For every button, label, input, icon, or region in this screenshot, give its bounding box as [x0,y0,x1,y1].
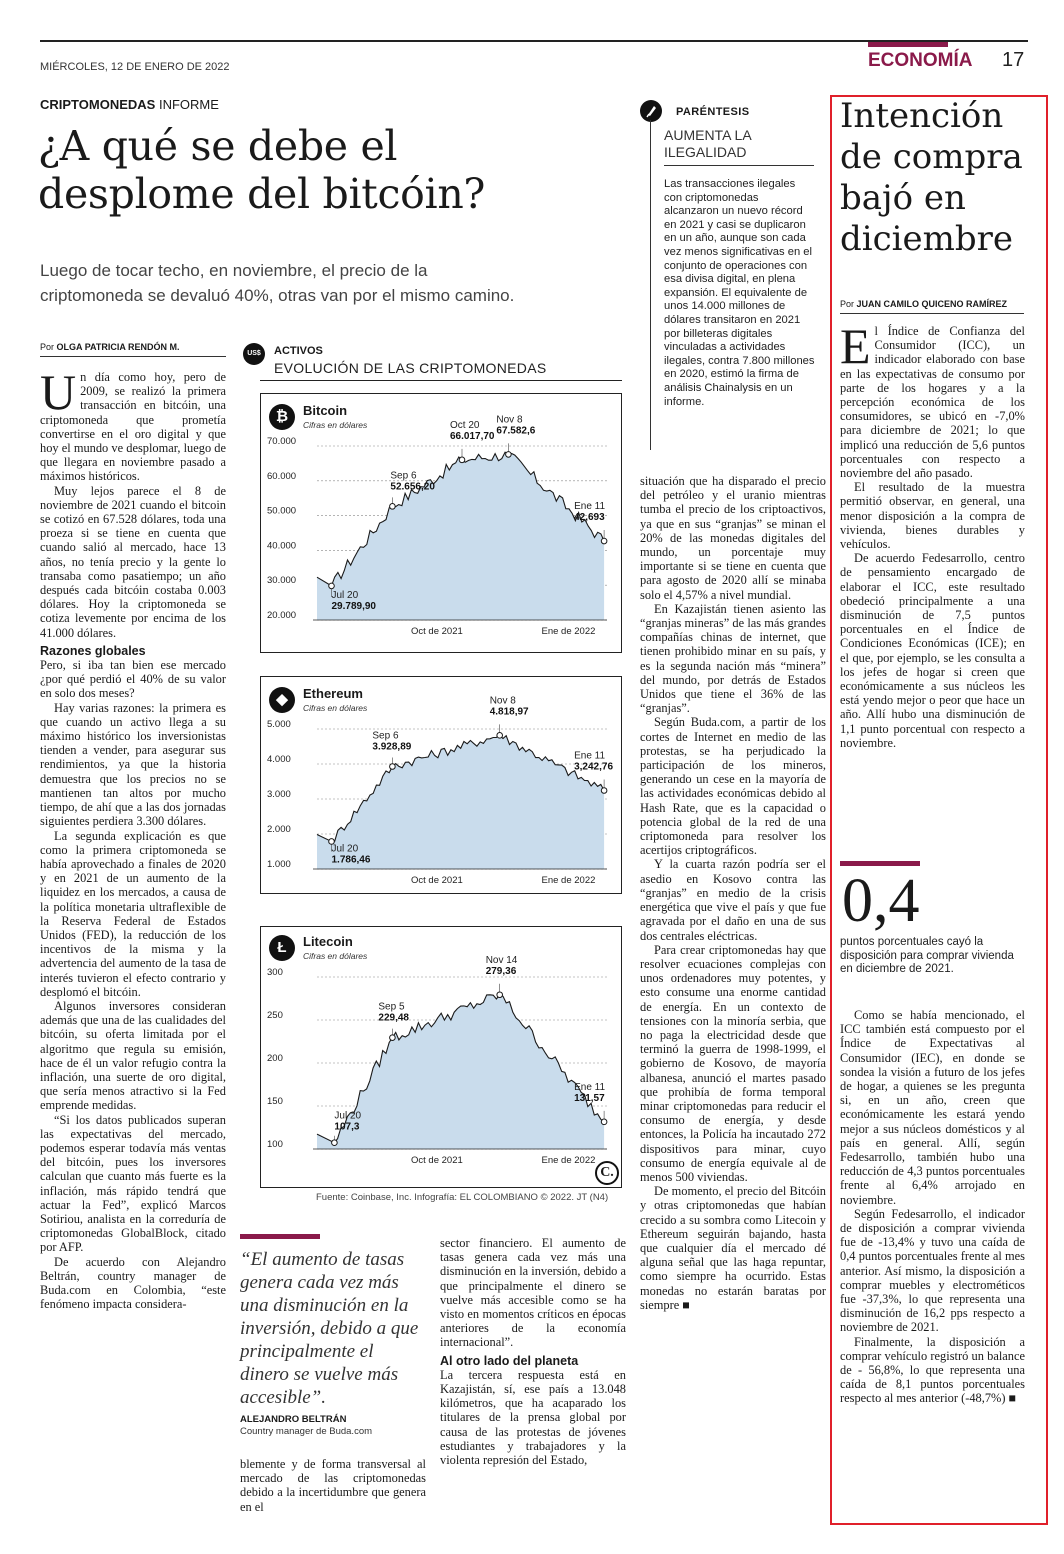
paragraph: El resultado de la muestra permitió observar, en general, una menor disposición a la compra de vivienda, bienes durables y vehículos. [840,480,1025,552]
dropcap: U [40,370,77,420]
paragraph: En Kazajistán tienen asiento las “granjas mineras” de las más grandes compañías chinas de internet, que tienen prohibido minar en su país, y es la segunda nación más “minera” del mundo, por detrás de Estados Unidos que tiene el 36% de las “granjas”. [640,601,826,716]
y-tick-label: 200 [267,1053,283,1064]
parentesis-title-line: AUMENTA LA [664,127,752,143]
series-area [317,995,604,1149]
pull-quote: “El aumento de tasas genera cada vez más una disminución en la inversión, debido a que principalmente el dinero se vuelve más accesible”. [240,1249,419,1408]
sidebar-byline-rule [840,313,1024,314]
data-point [332,1140,338,1146]
y-tick-label: 1.000 [267,859,291,870]
infographic-label: ACTIVOS [274,345,323,357]
sidebar-title-line: diciembre [840,219,1014,259]
paragraph: De acuerdo con Alejandro Beltrán, country manager de Buda.com en Colombia, “este fenómeno impacta considera- [40,1254,226,1312]
x-tick-label: Ene de 2022 [541,1155,596,1166]
annotation-date: Nov 14 [485,954,518,966]
quote-role: Country manager de Buda.com [240,1426,373,1437]
parentesis-title-line: ILEGALIDAD [664,144,747,160]
paragraph: De acuerdo Fedesarrollo, centro de pensamiento encargado de elaborar el ICC, este resultado obedeció principalmente a una disminución de 7,5 puntos porcentuales en el Índice de Condiciones Económicas (ICE); en el que, por ejemplo, se les consulta a los jefes de hogar si creen que económicamente a sus núcleos les está yendo mejor o peor que hace un año. Allí hubo una disminución de 1,1 punto porcentual con respecto a noviembre. [840,551,1025,750]
x-tick-label: Oct de 2021 [411,626,463,637]
paragraph: La segunda explicación es que como la primera criptomoneda se había aprovechado a finales de 2020 y en 2021 de un aumento de la liquidez en los mercados, a causa de la política monetaria ultraflexible de la Reserva Federal de Estados Unidos (FED), la reducción de los incentivos de la misma y la advertencia del aumento de la tasa de interés tuvieron el efecto contrario y desplomó el bitcóin. [40,828,226,999]
sidebar-text-top [840,318,1025,750]
annotation-date: Ene 11 [574,501,606,513]
y-tick-label: 250 [267,1010,283,1021]
issue-date: MIÉRCOLES, 12 DE ENERO DE 2022 [40,61,230,73]
section-accent [868,42,948,47]
annotation-date: Ene 11 [574,750,606,762]
y-tick-label: 100 [267,1139,283,1150]
annotation-date: Nov 8 [489,695,516,707]
paragraph: situación que ha disparado el precio del petróleo y el uranio mientras tumba el precio de los criptoactivos, ya que en sus “granjas” se minan el 20% de las monedas digitales del mundo, un porcentaje muy importante si se tiene en cuenta que para agosto de 2020 allí se minaba solo el 4,57% a nivel mundial. [640,474,826,602]
annotation-date: Sep 6 [390,470,417,482]
paragraph: De momento, el precio del Bitcóin y otras criptomonedas que habían crecido a su sombra como Litecoin y Ethereum seguirán bajando, hasta que cualquier día el mercado dé alguna señal que las haga repuntar, como siempre ha ocurrido. Estas monedas no estarán baratas por siempre ■ [640,1184,826,1312]
stat-description: puntos porcentuales cayó la disposición para comprar vivienda en diciembre de 2021. [840,936,1014,975]
annotation-value: 131,57 [574,1092,605,1104]
paragraph: Según Buda.com, a partir de los cortes de Internet en medio de las protestas, se ha perjudicado la participación de los mineros, generando un cese en la mayoría de las actividades económicas debido al Hash Rate, que es la capacidad o potencia global de la red de una criptomoneda para resolver los acertijos criptográficos. [640,715,826,858]
data-point [506,452,512,458]
data-point [497,733,503,739]
article-column-3-bottom [440,1236,626,1467]
byline-rule [40,356,226,357]
data-point [390,1035,396,1041]
subtitle [40,258,514,308]
sidebar-byline [840,299,1007,309]
annotation-date: Nov 8 [496,414,523,426]
byline-prefix: Por [40,342,55,352]
pin-icon [640,100,662,122]
annotation-date: Jul 20 [334,1110,362,1122]
paragraph: l Índice de Confianza del Consumidor (ICC), un indicador elaborado con base en las expectativas de consumo por parte de los hogares y a la percepción económica de los consumidores, se ubicó en -7,0% para diciembre de 2021; lo que implicó una reducción de 5,6 puntos porcentuales con respecto a noviembre del año pasado. [840,324,1025,481]
annotation-value: 4.818,97 [489,706,529,718]
page-number: 17 [1002,49,1025,71]
x-tick-label: Ene de 2022 [541,626,596,637]
data-point [459,457,465,463]
x-tick-label: Ene de 2022 [541,875,596,886]
y-tick-label: 60.000 [267,470,297,482]
infographic-title: EVOLUCIÓN DE LAS CRIPTOMONEDAS [274,360,547,376]
chart-title: Ethereum [303,686,363,701]
paragraph: Y la cuarta razón podría ser el asedio en Kosovo contra las “granjas” en medio de la crisis energética que vive el país y que fue agravada por el daño en una de sus dos centrales eléctricas. [640,857,826,943]
data-point [601,1119,607,1125]
ethereum-chart [260,676,622,894]
paragraph: La tercera respuesta está en Kazajistán, sí, ese país a 13.048 kilómetros, que ha acaparado los titulares de la prensa global por causa de las protestas de jóvenes estudiantes y trabajadores y la violenta represión del Estado, [440,1367,626,1468]
quote-author: ALEJANDRO BELTRÁN [240,1414,347,1425]
paragraph: Muy lejos parece el 8 de noviembre de 2021 cuando el bitcoin se cotizó en 67.528 dólares, toda una proeza si se tiene en cuenta que cuando salió al mercado, hace 13 años, no tenía precio y la gente lo transaba como pasatiempo; un año después cada bitcóin costaba 0.003 dólares. Hoy la criptomoneda se cotiza levemente por encima de los 41.000 dólares. [40,483,226,640]
data-point [390,764,396,770]
paragraph: sector financiero. El aumento de tasas genera cada vez más una disminución en la inversión, debido a que principalmente el dinero se vuelve más accesible como se ha visto en momentos críticos en épocas anteriores de la economía internacional”. [440,1236,626,1350]
stat-value: 0,4 [842,867,920,935]
bitcoin-coin-icon: ₿ [269,404,295,430]
annotation-value: 66.017,70 [450,430,495,442]
paragraph: “Si los datos publicados superan las expectativas del mercado, podemos esperar todavía más ventas del bitcóin, pues los inversores calculan que cuanto más fuerte es la inflación, más rápido tendrá que actuar la Fed”, explicó Marcos Sotiriou, analista en la correduría de criptomonedas GlobalBlock, citado por AFP. [40,1112,226,1255]
sidebar-title-line: de compra [840,137,1023,177]
headline-line-2: desplome del bitcóin? [38,170,486,218]
byline [40,342,180,352]
y-tick-label: 30.000 [267,575,297,587]
subheading: Razones globales [40,643,146,658]
y-tick-label: 2.000 [267,824,291,835]
y-tick-label: 50.000 [267,505,297,517]
ethereum-coin-icon: ◆ [269,687,295,713]
paragraph: Hay varias razones: la primera es que cuando un activo llega a su máximo histórico los inversionistas tienden a vender, para asegurar sus rendimientos, ya que la historia demuestra que los precios no se mantienen tan altos por mucho tiempo, de ahí que a las dos jornadas siguientes perdiera 3.300 dólares. [40,700,226,829]
paragraph: Pero, si iba tan bien ese mercado ¿por qué perdió el 40% de su valor en solo dos meses? [40,658,226,701]
y-tick-label: 40.000 [267,540,297,552]
annotation-date: Sep 5 [378,1001,405,1013]
litecoin-coin-icon: Ł [269,935,295,961]
data-point [601,788,607,794]
paragraph: Algunos inversores consideran además que una de las cualidades del bitcóin, su oferta limitada por el algoritmo que regula su emisión, hace de él un valor refugio contra la inflación, una suerte de oro digital, que sería menos atractivo si la Fed emprende medidas. [40,998,226,1113]
parentesis-title [664,127,752,161]
litecoin-plot [261,927,621,1187]
annotation-value: 3.928,89 [372,741,412,753]
annotation-value: 67.582,6 [496,425,536,437]
parentesis-body: Las transacciones ilegales con criptomonedas alcanzaron un nuevo récord en 2021 y casi se duplicaron en un año, aunque son cada vez menos significativas en el conjunto de operaciones con esa divisa digital, en plena expansión. El equivalente de unos 14.000 millones de dólares transitaron en 2021 por billeteras digitales vinculadas a actividades ilegales, contra 7.800 millones en 2020, estimó la firma de análisis Chainalysis en un informe. [664,178,815,408]
y-tick-label: 20.000 [267,610,297,621]
parentesis-rule [664,165,814,166]
headline [38,122,485,218]
sidebar-title [840,96,1023,260]
series-area [317,452,604,620]
infographic-rule [260,380,622,381]
sidebar-text-bottom [840,1008,1025,1406]
subheading: Al otro lado del planeta [440,1353,579,1368]
chart-subtitle: Cifras en dólares [303,951,368,961]
y-tick-label: 70.000 [267,436,297,447]
paragraph: Para crear criptomonedas hay que resolver ecuaciones complejas con unos ordenadores muy potentes, y esto consume una enorme cantidad de energía. En un contexto de tensiones con la minoría serbia, que no paga la electricidad desde que terminó la guerra de 1998-1999, el gobierno de Kosovo, de mayoría albanesa, anunció el martes pasado que prohibía de forma temporal minar criptomonedas para reducir el consumo de energía, y desde entonces, la Policía ha incautado 272 dispositivos para minar, cuyo consumo de energía equivale al de menos 500 viviendas. [640,942,826,1184]
data-point [497,992,503,998]
y-tick-label: 150 [267,1096,283,1107]
byline-name: OLGA PATRICIA RENDÓN M. [56,342,180,352]
paragraph: n día como hoy, pero de 2009, se realizó la primera transacción en bitcóin, una criptomoneda que prometía convertirse en el oro digital y que hoy el mundo ve desplomar, luego de que llegara en noviembre pasado a máximos históricos. [40,370,226,484]
x-tick-label: Oct de 2021 [411,1155,463,1166]
dropcap: E [840,318,871,374]
annotation-value: 3,242,76 [574,761,614,773]
article-column-4 [640,474,826,1524]
chart-subtitle: Cifras en dólares [303,420,368,430]
subtitle-line-2: criptomoneda se devaluó 40%, otras van por el mismo camino. [40,286,515,305]
data-point [390,504,396,510]
bitcoin-chart [260,393,622,653]
annotation-date: Jul 20 [331,843,359,855]
chart-subtitle: Cifras en dólares [303,703,368,713]
parentesis-label: PARÉNTESIS [676,106,750,118]
y-tick-label: 3.000 [267,789,291,800]
publisher-logo: C. [595,1161,619,1185]
sidebar-title-line: Intención [840,96,1004,136]
article-column-2-bottom: blemente y de forma transversal al mercado de las criptomonedas debido a la incertidumbre que genera en el [240,1457,426,1514]
annotation-value: 107,3 [334,1121,360,1133]
x-tick-label: Oct de 2021 [411,875,463,886]
kicker-light: INFORME [158,97,219,112]
article-column-1 [40,370,226,1520]
chart-title: Bitcoin [303,403,348,418]
y-tick-label: 5.000 [267,719,291,730]
kicker [40,97,219,112]
data-point [329,583,335,589]
paragraph: Finalmente, la disposición a comprar vehículo registró un balance de - 56,8%, lo que representa una caída de 8,1 puntos porcentuales respecto al mes anterior (-48,7%) ■ [840,1334,1025,1406]
annotation-date: Jul 20 [331,589,359,601]
paragraph: Como se había mencionado, el ICC también está compuesto por el Índice de Expectativas al Consumidor (IEC), en donde se sondea la visión a futuro de los jefes de hogar, a quienes se les pregunta si, en un año, creen que económicamente les estará yendo mejor a sus núcleos domésticos y al país en general. Allí, según Fedesarrollo, también hubo una reducción de 4,3 puntos porcentuales frente al 6,4% arrojado en noviembre. [840,1008,1025,1207]
annotation-value: 52.656,20 [390,481,435,493]
annotation-date: Ene 11 [574,1081,606,1093]
annotation-value: 279,36 [485,965,517,977]
byline-name: JUAN CAMILO QUICENO RAMÍREZ [856,299,1008,309]
stat-accent [840,861,920,866]
quote-accent [240,1234,320,1239]
annotation-date: Sep 6 [372,730,399,742]
paragraph: Según Fedesarrollo, el indicador de disposición a comprar vivienda fue de -13,4% y tuvo una caída de 0,4 puntos porcentuales frente al mes anterior. Así mismo, la disposición a comprar muebles y electrométicos fue -37,3%, lo que representa una disminución de 16,2 pps respecto a noviembre de 2021. [840,1206,1025,1335]
parentesis-icon [640,100,662,122]
sidebar-title-line: bajó en [840,178,966,218]
byline-prefix: Por [840,299,855,309]
section-name: ECONOMÍA [868,50,973,71]
litecoin-chart [260,926,622,1188]
y-tick-label: 4.000 [267,754,291,765]
kicker-bold: CRIPTOMONEDAS [40,97,156,112]
annotation-value: 29.789,90 [331,600,376,612]
subtitle-line-1: Luego de tocar techo, en noviembre, el precio de la [40,261,428,280]
annotation-date: Oct 20 [450,419,480,431]
annotation-value: 229,48 [378,1012,409,1024]
bitcoin-plot [261,394,621,652]
annotation-value: 42,693 [574,512,605,524]
infographic-source: Fuente: Coinbase, Inc. Infografía: EL COLOMBIANO © 2022. JT (N4) [316,1192,609,1203]
y-tick-label: 300 [267,967,283,978]
chart-title: Litecoin [303,934,353,949]
annotation-value: 1.786,46 [331,854,371,866]
activos-icon: US$ [243,343,265,365]
series-area [317,735,604,869]
data-point [601,538,607,544]
headline-line-1: ¿A qué se debe el [38,122,398,170]
